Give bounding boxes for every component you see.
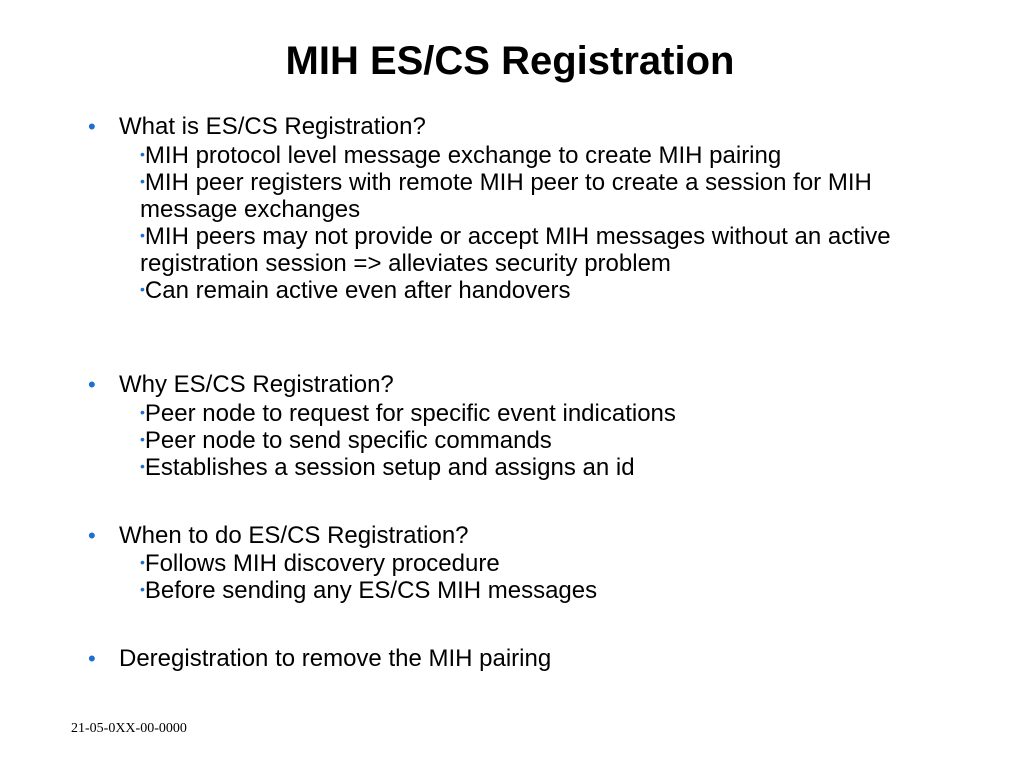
- section-heading: When to do ES/CS Registration?: [119, 522, 469, 549]
- document-id-footer: 21-05-0XX-00-0000: [71, 721, 187, 736]
- list-item: [140, 576, 930, 604]
- list-item: [140, 276, 930, 304]
- list-item-text: MIH peer registers with remote MIH peer to create a session for MIH message exchanges: [140, 169, 872, 223]
- bullet-icon: •: [88, 372, 96, 397]
- section-heading: Deregistration to remove the MIH pairing: [119, 645, 552, 672]
- bullet-icon: •: [140, 146, 145, 162]
- list-item-text: Peer node to request for specific event indications: [144, 400, 676, 427]
- bullet-icon: •: [88, 114, 96, 139]
- slide-title: MIH ES/CS Registration: [285, 39, 735, 83]
- list-item: [140, 426, 930, 454]
- bullet-icon: •: [140, 227, 145, 243]
- list-item: [140, 549, 930, 577]
- bullet-icon: •: [140, 173, 145, 189]
- list-item-text: Establishes a session setup and assigns an id: [144, 454, 635, 481]
- list-item: [140, 453, 930, 481]
- list-item: [140, 141, 930, 169]
- bullet-icon: •: [140, 404, 145, 420]
- bullet-icon: •: [140, 431, 145, 447]
- bullet-icon: •: [88, 523, 96, 548]
- list-item-text: MIH protocol level message exchange to create MIH pairing: [144, 142, 782, 169]
- bullet-icon: •: [88, 646, 96, 671]
- list-item-text: Before sending any ES/CS MIH messages: [144, 577, 598, 604]
- list-item: [140, 168, 930, 223]
- bullet-icon: •: [140, 458, 145, 474]
- section-heading: What is ES/CS Registration?: [119, 113, 426, 140]
- list-item-text: Follows MIH discovery procedure: [144, 550, 500, 577]
- list-item-text: MIH peers may not provide or accept MIH messages without an active registration session => alleviates security problem: [140, 223, 891, 277]
- list-item-text: Peer node to send specific commands: [144, 427, 552, 454]
- bullet-icon: •: [140, 281, 145, 297]
- list-item: [140, 222, 930, 277]
- list-item: [140, 399, 930, 427]
- section-heading: Why ES/CS Registration?: [119, 371, 394, 398]
- bullet-icon: •: [140, 554, 145, 570]
- list-item-text: Can remain active even after handovers: [144, 277, 571, 304]
- bullet-icon: •: [140, 581, 145, 597]
